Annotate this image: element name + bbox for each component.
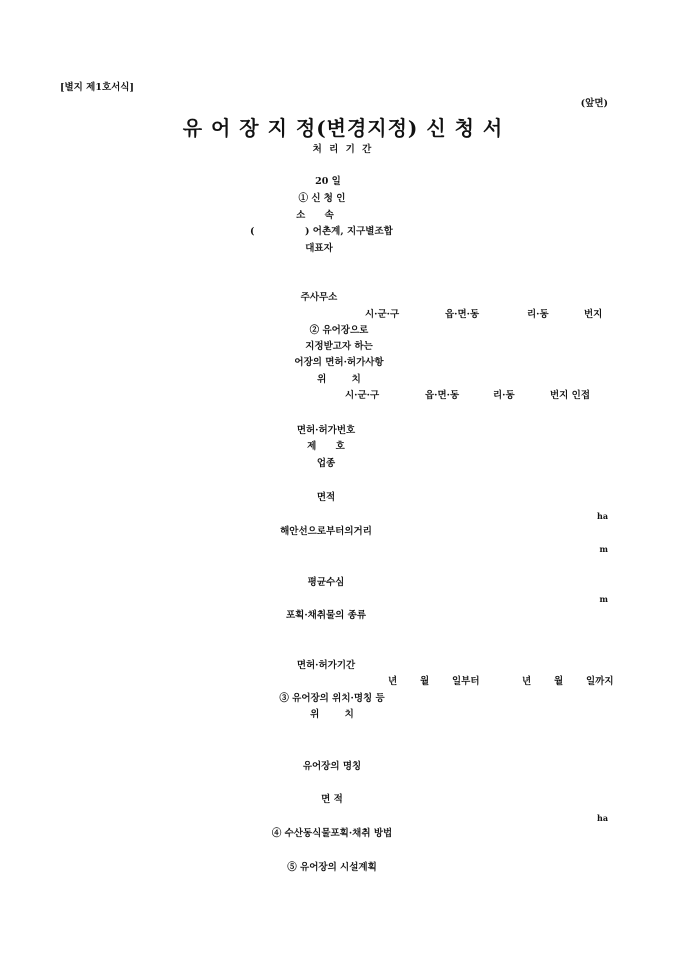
area-unit: ha (597, 511, 608, 521)
document-title: 유 어 장 지 정(변경지정) 신 청 서 (182, 116, 504, 140)
area-section-line3: 어장의 면허·허가사항 (294, 357, 384, 368)
distance-label: 해안선으로부터의거리 (280, 526, 372, 537)
representative-label: 대표자 (305, 243, 333, 254)
period-to-month: 월 (554, 676, 564, 687)
depth-label: 평균수심 (307, 577, 345, 588)
location-unit-city: 시·군·구 (345, 390, 380, 401)
species-label: 포획·채취물의 종류 (285, 610, 367, 621)
affiliation-label: 소 속 (296, 210, 342, 221)
facility-heading: ⑤ 유어장의 시설계획 (287, 862, 377, 873)
fishing-ground-name-label: 유어장의 명칭 (302, 761, 362, 772)
method-heading: ④ 수산동식물포획·채취 방법 (271, 828, 393, 839)
location-unit-lot: 번지 인접 (550, 390, 591, 401)
distance-unit: m (599, 544, 608, 554)
fishing-ground-heading: ③ 유어장의 위치·명칭 등 (279, 693, 385, 704)
address-unit-village: 리·동 (527, 309, 549, 320)
business-type-label: 업종 (316, 458, 336, 469)
side-label: (앞면) (580, 98, 608, 109)
area-location-label: 위 치 (317, 374, 361, 385)
fishing-ground-area-label: 면 적 (321, 794, 343, 805)
license-number-value: 제 호 (307, 441, 345, 452)
location-unit-town: 읍·면·동 (425, 390, 460, 401)
period-units (388, 676, 614, 688)
address-unit-city: 시·군·구 (365, 309, 400, 320)
period-label: 면허·허가기간 (296, 660, 356, 671)
address-units (365, 309, 602, 321)
period-from-month: 월 (420, 676, 430, 687)
period-from-year: 년 (388, 676, 398, 687)
address-unit-lot: 번지 (584, 309, 603, 320)
area-location-units (345, 390, 590, 402)
area-section-heading: ② 유어장으로 (309, 325, 369, 336)
period-to-day: 일까지 (586, 676, 614, 687)
period-from-day: 일부터 (452, 676, 480, 687)
fishing-ground-location-label: 위 치 (310, 709, 354, 720)
location-unit-village: 리·동 (493, 390, 515, 401)
period-to-year: 년 (522, 676, 532, 687)
depth-unit: m (599, 594, 608, 604)
processing-period-label: 처 리 기 간 (312, 144, 374, 155)
fishing-ground-area-unit: ha (597, 813, 608, 823)
org-type: ) 어촌계, 지구별조합 (305, 226, 393, 237)
processing-days: 20 일 (315, 176, 341, 187)
address-unit-town: 읍·면·동 (445, 309, 480, 320)
area-section-line2: 지정받고자 하는 (305, 341, 373, 352)
address-label: 주사무소 (300, 292, 338, 303)
form-number: [별지 제1호서식] (60, 82, 134, 93)
license-number-label: 면허·허가번호 (296, 425, 356, 436)
applicant-heading: ① 신 청 인 (298, 193, 346, 204)
org-open-paren: ( (250, 226, 255, 237)
area-label: 면적 (316, 492, 336, 503)
